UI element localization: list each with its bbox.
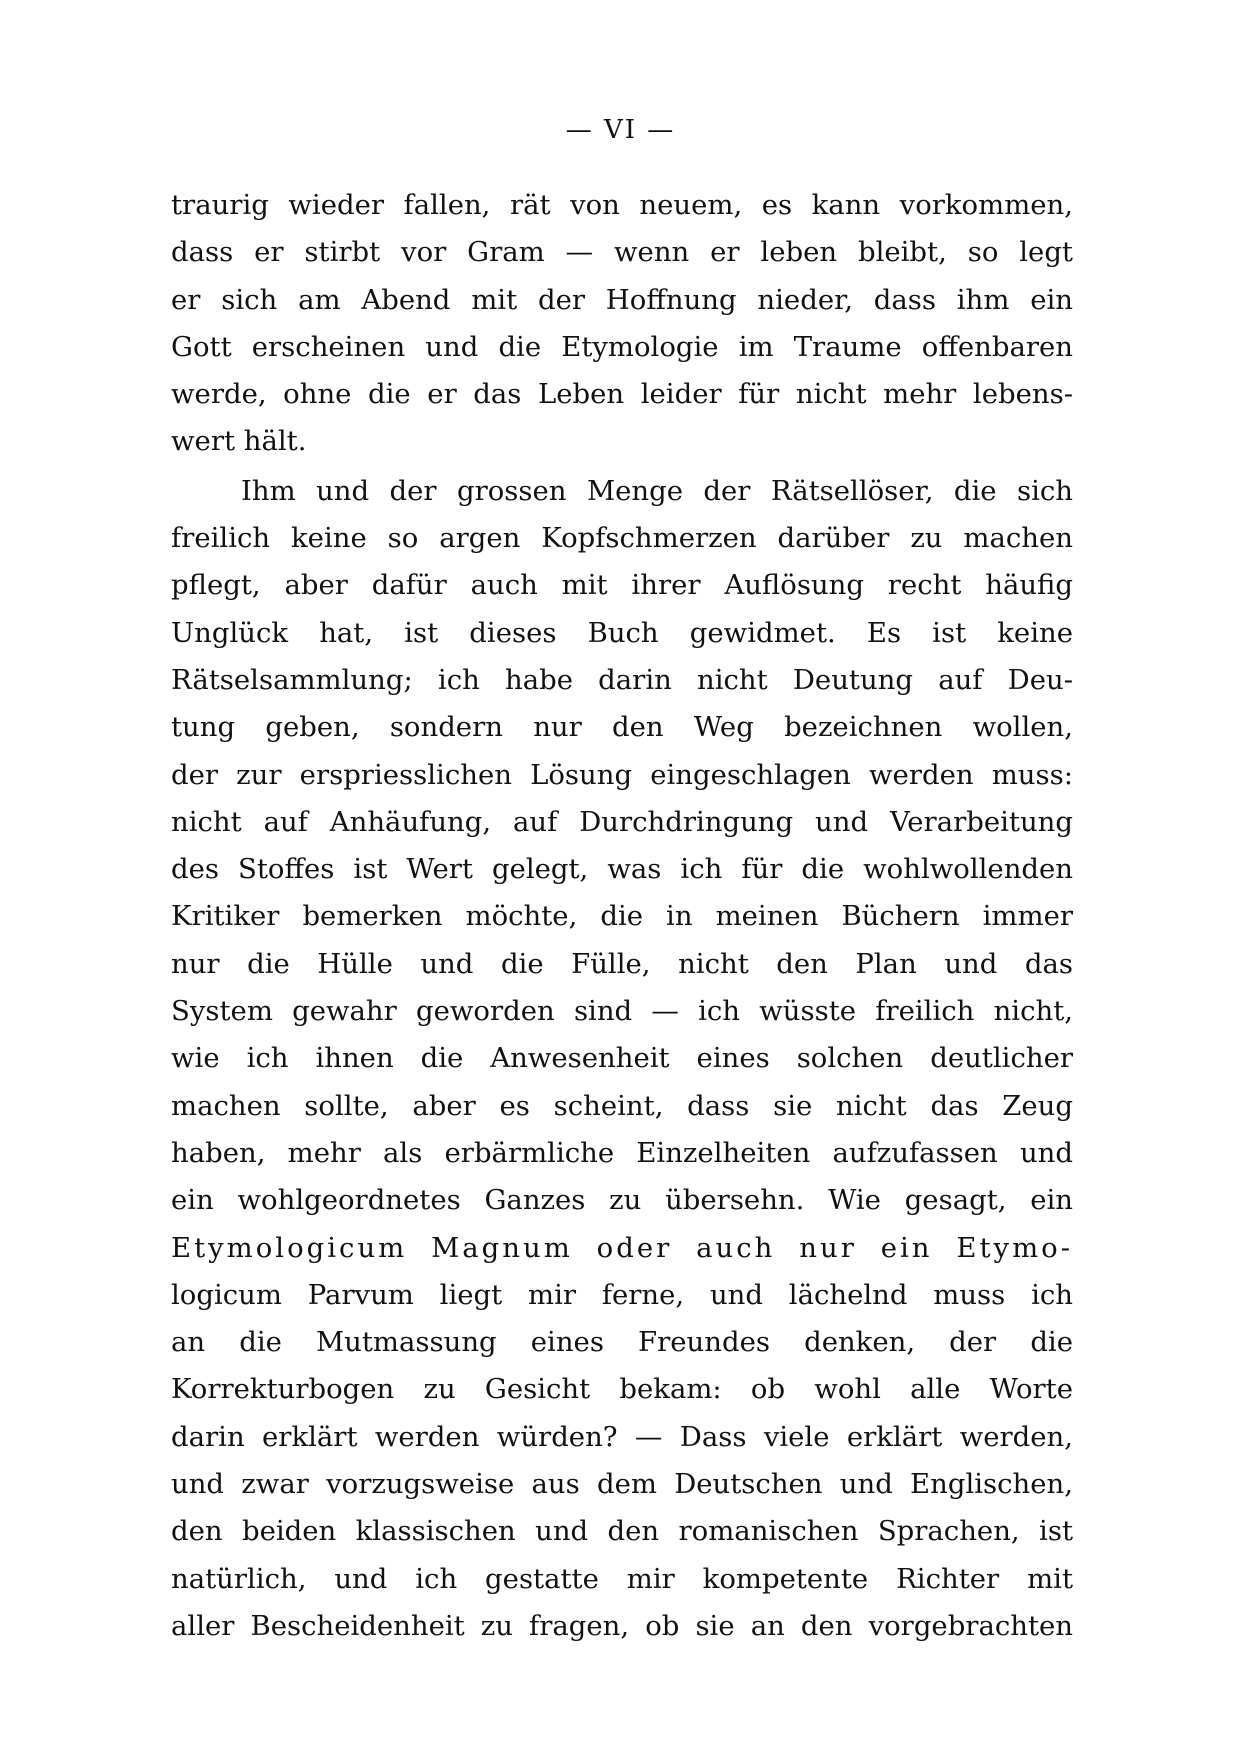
- text-line: Gott erscheinen und die Etymologie im Traume offenbaren: [171, 330, 1073, 363]
- paragraph-1: [171, 182, 1073, 466]
- text-line: Kritiker bemerken möchte, die in meinen Büchern immer: [171, 900, 1073, 933]
- text-line: des Stoffes ist Wert gelegt, was ich für die wohlwollenden: [171, 853, 1073, 886]
- text-line: Etymologicum Magnum oder auch nur ein Etymo-: [171, 1231, 1073, 1264]
- text-line: aller Bescheidenheit zu fragen, ob sie an den vorgebrachten: [171, 1609, 1073, 1642]
- text-line: er sich am Abend mit der Hoffnung nieder, dass ihm ein: [171, 283, 1073, 316]
- text-line: pflegt, aber dafür auch mit ihrer Auflösung recht häufig: [171, 569, 1073, 602]
- text-line: nur die Hülle und die Fülle, nicht den Plan und das: [171, 947, 1073, 980]
- text-line: ein wohlgeordnetes Ganzes zu übersehn. Wie gesagt, ein: [171, 1184, 1073, 1217]
- page-number: — VI —: [565, 115, 676, 145]
- text-line: an die Mutmassung eines Freundes denken, der die: [171, 1326, 1073, 1359]
- text-line: der zur erspriesslichen Lösung eingeschlagen werden muss:: [171, 758, 1073, 791]
- text-line: und zwar vorzugsweise aus dem Deutschen und Englischen,: [171, 1468, 1073, 1501]
- text-line: werde, ohne die er das Leben leider für nicht mehr lebens-: [171, 378, 1073, 411]
- text-line: wie ich ihnen die Anwesenheit eines solchen deutlicher: [171, 1042, 1073, 1075]
- paragraph-2: [171, 468, 1073, 1650]
- text-line: Unglück hat, ist dieses Buch gewidmet. Es ist keine: [171, 616, 1073, 649]
- text-line: machen sollte, aber es scheint, dass sie nicht das Zeug: [171, 1089, 1073, 1122]
- text-line: logicum Parvum liegt mir ferne, und lächelnd muss ich: [171, 1278, 1073, 1311]
- text-line: dass er stirbt vor Gram — wenn er leben bleibt, so legt: [171, 236, 1073, 269]
- text-line: Rätselsammlung; ich habe darin nicht Deutung auf Deu-: [171, 663, 1073, 696]
- text-line: Ihm und der grossen Menge der Rätsellöser, die sich: [241, 474, 1073, 507]
- text-line: Korrekturbogen zu Gesicht bekam: ob wohl alle Worte: [171, 1373, 1073, 1406]
- text-line: den beiden klassischen und den romanischen Sprachen, ist: [171, 1515, 1073, 1548]
- text-line: System gewahr geworden sind — ich wüsste freilich nicht,: [171, 995, 1073, 1028]
- text-line: tung geben, sondern nur den Weg bezeichnen wollen,: [171, 711, 1073, 744]
- text-line: wert hält.: [171, 425, 307, 458]
- text-line: darin erklärt werden würden? — Dass viele erklärt werden,: [171, 1420, 1073, 1453]
- body-text: [171, 182, 1073, 1650]
- text-line: freilich keine so argen Kopfschmerzen darüber zu machen: [171, 522, 1073, 555]
- text-line: traurig wieder fallen, rät von neuem, es kann vorkommen,: [171, 189, 1073, 221]
- text-line: natürlich, und ich gestatte mir kompetente Richter mit: [171, 1562, 1073, 1595]
- text-line: nicht auf Anhäufung, auf Durchdringung und Verarbeitung: [171, 805, 1073, 838]
- text-line: haben, mehr als erbärmliche Einzelheiten aufzufassen und: [171, 1136, 1073, 1169]
